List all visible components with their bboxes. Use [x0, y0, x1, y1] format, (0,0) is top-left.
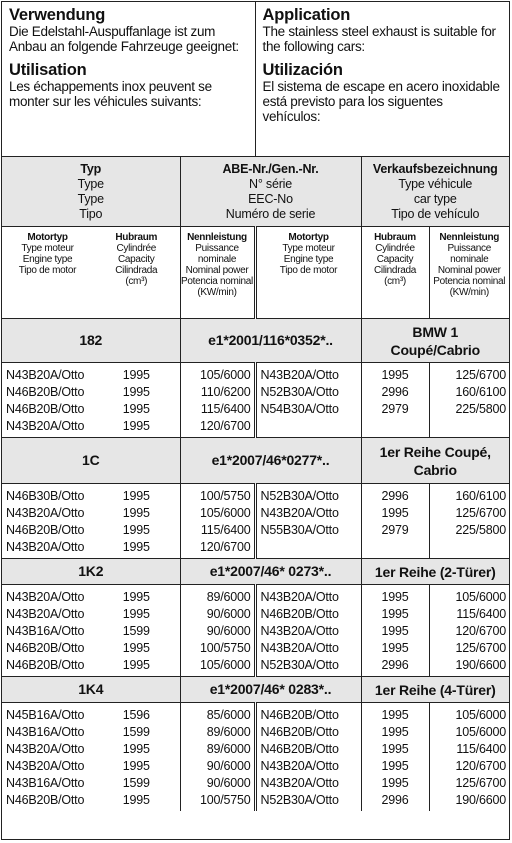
engine-type-2-cell: N52B30A/Otto [255, 657, 361, 677]
table-row [2, 792, 509, 811]
type-column-header [2, 157, 180, 227]
section-sale-name: BMW 1 Coupé/Cabrio [361, 319, 509, 363]
capacity-2-cell [361, 418, 429, 438]
power-cell: 90/6000 [180, 758, 255, 775]
engine-type-2-cell: N43B20A/Otto [255, 758, 361, 775]
sale-column-header [361, 157, 509, 227]
hubraum-2-de: Hubraum [374, 232, 416, 243]
fitment-sheet [1, 1, 510, 840]
capacity-cell: 1995 [93, 657, 180, 677]
table-row [2, 384, 509, 401]
abe-header-en: EEC-No [248, 192, 293, 206]
motortyp-subheader [2, 227, 93, 319]
capacity-cell: 1995 [93, 384, 180, 401]
type-header-es: Tipo [79, 207, 103, 221]
engine-type-cell: N46B20B/Otto [6, 385, 85, 399]
engine-type-cell: N46B20B/Otto [6, 658, 85, 672]
capacity-2-cell: 1995 [361, 703, 429, 725]
abe-header-es: Numéro de serie [225, 207, 316, 221]
capacity-2-cell: 1995 [361, 775, 429, 792]
nennleistung-2-unit: (KW/min) [449, 287, 489, 298]
table-row [2, 741, 509, 758]
power-cell: 100/5750 [180, 484, 255, 506]
abe-header-fr: N° série [249, 177, 292, 191]
utilizacion-title: Utilización [262, 61, 343, 79]
section-type: 1K2 [2, 559, 180, 585]
engine-type-cell: N43B16A/Otto [6, 624, 85, 638]
nennleistung-2-fr-2: nominale [450, 254, 489, 265]
section-type: 1C [2, 438, 180, 484]
hubraum-fr: Cylindrée [116, 243, 157, 254]
hubraum-es: Cilindrada [115, 265, 158, 276]
power-cell: 100/5750 [180, 640, 255, 657]
hubraum-2-unit: (cm³) [384, 276, 406, 287]
capacity-cell: 1599 [93, 775, 180, 792]
section-abe-number: e1*2001/116*0352*.. [180, 319, 361, 363]
section-sale-name: 1er Reihe (4-Türer) [361, 677, 509, 703]
table-row [2, 606, 509, 623]
power-cell: 115/6400 [180, 401, 255, 418]
power-2-cell: 160/6100 [455, 489, 506, 503]
power-2-cell: 125/6700 [455, 368, 506, 382]
capacity-cell: 1995 [93, 792, 180, 811]
capacity-cell: 1995 [93, 401, 180, 418]
section-abe-number: e1*2007/46*0277*.. [180, 438, 361, 484]
nennleistung-2-de: Nennleistung [439, 232, 500, 243]
power-2-cell: 225/5800 [455, 402, 506, 416]
engine-type-cell: N46B20B/Otto [6, 523, 85, 537]
section-sale-name: 1er Reihe Coupé, Cabrio [361, 438, 509, 484]
engine-type-2-cell: N43B20A/Otto [255, 363, 361, 385]
nennleistung-subheader [180, 227, 255, 319]
capacity-2-cell: 1995 [361, 363, 429, 385]
column-header-row [2, 157, 509, 227]
capacity-cell: 1995 [93, 363, 180, 385]
power-cell: 110/6200 [180, 384, 255, 401]
application-title: Application [262, 6, 351, 24]
capacity-cell: 1995 [93, 606, 180, 623]
power-2-cell: 225/5800 [455, 523, 506, 537]
section-abe-number: e1*2007/46* 0273*.. [180, 559, 361, 585]
capacity-cell: 1995 [93, 741, 180, 758]
power-2-cell: 190/6600 [455, 793, 506, 807]
capacity-cell: 1599 [93, 623, 180, 640]
capacity-2-cell: 1995 [361, 505, 429, 522]
capacity-2-cell: 2996 [361, 792, 429, 811]
power-2-cell: 125/6700 [455, 776, 506, 790]
hubraum-2-en: Capacity [376, 254, 414, 265]
type-header-fr: Type [77, 177, 104, 191]
motortyp-2-es: Tipo de motor [279, 265, 338, 276]
engine-type-cell: N46B20B/Otto [6, 641, 85, 655]
table-row [2, 539, 509, 559]
capacity-2-cell: 1995 [361, 724, 429, 741]
subheader-row [2, 227, 509, 319]
engine-type-2-cell [255, 418, 361, 438]
engine-type-cell: N43B20A/Otto [6, 759, 85, 773]
abe-column-header [180, 157, 361, 227]
motortyp-2-en: Engine type [283, 254, 334, 265]
engine-type-2-cell: N55B30A/Otto [255, 522, 361, 539]
power-2-cell: 105/6000 [455, 590, 506, 604]
capacity-2-cell: 1995 [361, 741, 429, 758]
hubraum-2-fr: Cylindrée [375, 243, 415, 254]
section-header-row [2, 319, 509, 363]
sale-header-fr: Type véhicule [398, 177, 473, 191]
engine-type-cell: N43B20A/Otto [6, 742, 85, 756]
power-cell: 115/6400 [180, 522, 255, 539]
sale-header-en: car type [413, 192, 457, 206]
power-2-cell: 190/6600 [455, 658, 506, 672]
motortyp-subheader-2 [255, 227, 361, 319]
power-cell: 120/6700 [180, 539, 255, 559]
power-cell: 105/6000 [180, 505, 255, 522]
sale-header-es: Tipo de vehículo [391, 207, 480, 221]
engine-type-cell: N43B20A/Otto [6, 590, 85, 604]
power-cell: 105/6000 [180, 363, 255, 385]
capacity-2-cell [361, 539, 429, 559]
verwendung-title: Verwendung [9, 6, 106, 24]
power-cell: 90/6000 [180, 623, 255, 640]
usage-left-column [2, 2, 256, 156]
hubraum-subheader [93, 227, 180, 319]
capacity-2-cell: 2979 [361, 401, 429, 418]
nennleistung-2-en: Nominal power [437, 265, 501, 276]
power-cell: 90/6000 [180, 775, 255, 792]
power-2-cell: 120/6700 [455, 624, 506, 638]
engine-type-2-cell: N46B20B/Otto [255, 724, 361, 741]
engine-type-2-cell: N46B20B/Otto [255, 606, 361, 623]
motortyp-fr: Type moteur [21, 243, 74, 254]
capacity-2-cell: 1995 [361, 758, 429, 775]
capacity-2-cell: 2996 [361, 657, 429, 677]
vehicle-table [2, 157, 509, 811]
nennleistung-es: Potencia nominal [181, 276, 253, 287]
motortyp-en: Engine type [22, 254, 73, 265]
nennleistung-fr-2: nominale [197, 254, 237, 265]
power-2-cell: 160/6100 [455, 385, 506, 399]
engine-type-cell: N46B20B/Otto [6, 793, 85, 807]
power-2-cell: 115/6400 [456, 607, 506, 621]
table-row [2, 758, 509, 775]
engine-type-2-cell: N43B20A/Otto [255, 585, 361, 607]
power-2-cell: 125/6700 [455, 506, 506, 520]
usage-right-column [256, 2, 510, 156]
engine-type-cell: N43B16A/Otto [6, 725, 85, 739]
motortyp-2-fr: Type moteur [282, 243, 335, 254]
nennleistung-subheader-2 [429, 227, 509, 319]
usage-header [2, 2, 509, 157]
engine-type-2-cell: N54B30A/Otto [255, 401, 361, 418]
capacity-2-cell: 1995 [361, 640, 429, 657]
engine-type-2-cell [255, 539, 361, 559]
power-2-cell: 105/6000 [455, 708, 506, 722]
engine-type-cell: N45B16A/Otto [6, 708, 85, 722]
nennleistung-2-es: Potencia nominal [433, 276, 506, 287]
application-text: The stainless steel exhaust is suitable for the following cars: [262, 24, 496, 54]
engine-type-cell: N43B20A/Otto [6, 506, 85, 520]
section-type: 1K4 [2, 677, 180, 703]
power-2-cell [429, 418, 509, 438]
sale-header-de: Verkaufsbezeichnung [372, 162, 498, 176]
engine-type-2-cell: N43B20A/Otto [255, 640, 361, 657]
power-cell: 89/6000 [180, 724, 255, 741]
hubraum-2-es: Cilindrada [373, 265, 417, 276]
capacity-cell: 1995 [93, 418, 180, 438]
verwendung-text: Die Edelstahl-Auspuffanlage ist zum Anbau an folgende Fahrzeuge geeignet: [9, 24, 239, 54]
power-2-cell: 105/6000 [455, 725, 506, 739]
capacity-cell: 1599 [93, 724, 180, 741]
engine-type-cell: N43B20A/Otto [6, 368, 85, 382]
section-sale-name: 1er Reihe (2-Türer) [361, 559, 509, 585]
motortyp-2-de: Motortyp [288, 232, 329, 243]
capacity-cell: 1995 [93, 522, 180, 539]
engine-type-cell: N43B16A/Otto [6, 776, 85, 790]
capacity-cell: 1995 [93, 505, 180, 522]
engine-type-cell: N43B20A/Otto [6, 419, 85, 433]
engine-type-cell: N46B20B/Otto [6, 402, 85, 416]
section-header-row [2, 677, 509, 703]
power-cell: 120/6700 [180, 418, 255, 438]
type-header-de: Typ [80, 162, 102, 176]
power-2-cell: 120/6700 [455, 759, 506, 773]
power-cell: 100/5750 [180, 792, 255, 811]
power-cell: 90/6000 [180, 606, 255, 623]
engine-type-2-cell: N43B20A/Otto [255, 775, 361, 792]
table-row [2, 657, 509, 677]
engine-type-2-cell: N43B20A/Otto [255, 505, 361, 522]
table-row [2, 484, 509, 506]
hubraum-subheader-2 [361, 227, 429, 319]
section-type: 182 [2, 319, 180, 363]
nennleistung-2-fr-1: Puissance [447, 243, 491, 254]
capacity-cell: 1995 [93, 640, 180, 657]
nennleistung-de: Nennleistung [187, 232, 247, 243]
engine-type-2-cell: N52B30A/Otto [255, 484, 361, 506]
hubraum-de: Hubraum [115, 232, 158, 243]
table-row [2, 724, 509, 741]
table-row [2, 703, 509, 725]
power-cell: 89/6000 [180, 741, 255, 758]
power-2-cell: 125/6700 [455, 641, 506, 655]
hubraum-unit: (cm³) [125, 276, 148, 287]
capacity-cell: 1995 [93, 539, 180, 559]
engine-type-2-cell: N52B30A/Otto [255, 384, 361, 401]
type-header-en: Type [77, 192, 104, 206]
capacity-2-cell: 2996 [361, 484, 429, 506]
capacity-cell: 1995 [93, 484, 180, 506]
nennleistung-en: Nominal power [185, 265, 249, 276]
table-row [2, 401, 509, 418]
engine-type-cell: N46B30B/Otto [6, 489, 85, 503]
motortyp-de: Motortyp [27, 232, 68, 243]
table-row [2, 775, 509, 792]
engine-type-2-cell: N43B20A/Otto [255, 623, 361, 640]
section-header-row [2, 438, 509, 484]
table-row [2, 363, 509, 385]
engine-type-2-cell: N46B20B/Otto [255, 703, 361, 725]
capacity-cell: 1995 [93, 758, 180, 775]
utilisation-title: Utilisation [9, 61, 87, 79]
table-row [2, 623, 509, 640]
utilizacion-text: El sistema de escape en acero inoxidable está previsto para los siguentes vehículos: [262, 79, 500, 124]
section-abe-number: e1*2007/46* 0283*.. [180, 677, 361, 703]
table-row [2, 585, 509, 607]
capacity-2-cell: 1995 [361, 585, 429, 607]
capacity-2-cell: 2979 [361, 522, 429, 539]
capacity-2-cell: 2996 [361, 384, 429, 401]
section-header-row [2, 559, 509, 585]
power-cell: 89/6000 [180, 585, 255, 607]
engine-type-2-cell: N46B20B/Otto [255, 741, 361, 758]
power-2-cell [429, 539, 509, 559]
engine-type-cell: N43B20A/Otto [6, 607, 85, 621]
capacity-2-cell: 1995 [361, 623, 429, 640]
capacity-2-cell: 1995 [361, 606, 429, 623]
nennleistung-unit: (KW/min) [197, 287, 237, 298]
capacity-cell: 1995 [93, 585, 180, 607]
motortyp-es: Tipo de motor [18, 265, 77, 276]
power-cell: 85/6000 [180, 703, 255, 725]
table-row [2, 505, 509, 522]
table-row [2, 418, 509, 438]
nennleistung-fr-1: Puissance [195, 243, 239, 254]
power-cell: 105/6000 [180, 657, 255, 677]
utilisation-text: Les échappements inox peuvent se monter sur les véhicules suivants: [9, 79, 212, 109]
abe-header-de: ABE-Nr./Gen.-Nr. [222, 162, 319, 176]
engine-type-2-cell: N52B30A/Otto [255, 792, 361, 811]
table-row [2, 640, 509, 657]
capacity-cell: 1596 [93, 703, 180, 725]
table-row [2, 522, 509, 539]
hubraum-en: Capacity [117, 254, 155, 265]
engine-type-cell: N43B20A/Otto [6, 540, 85, 554]
power-2-cell: 115/6400 [456, 742, 506, 756]
